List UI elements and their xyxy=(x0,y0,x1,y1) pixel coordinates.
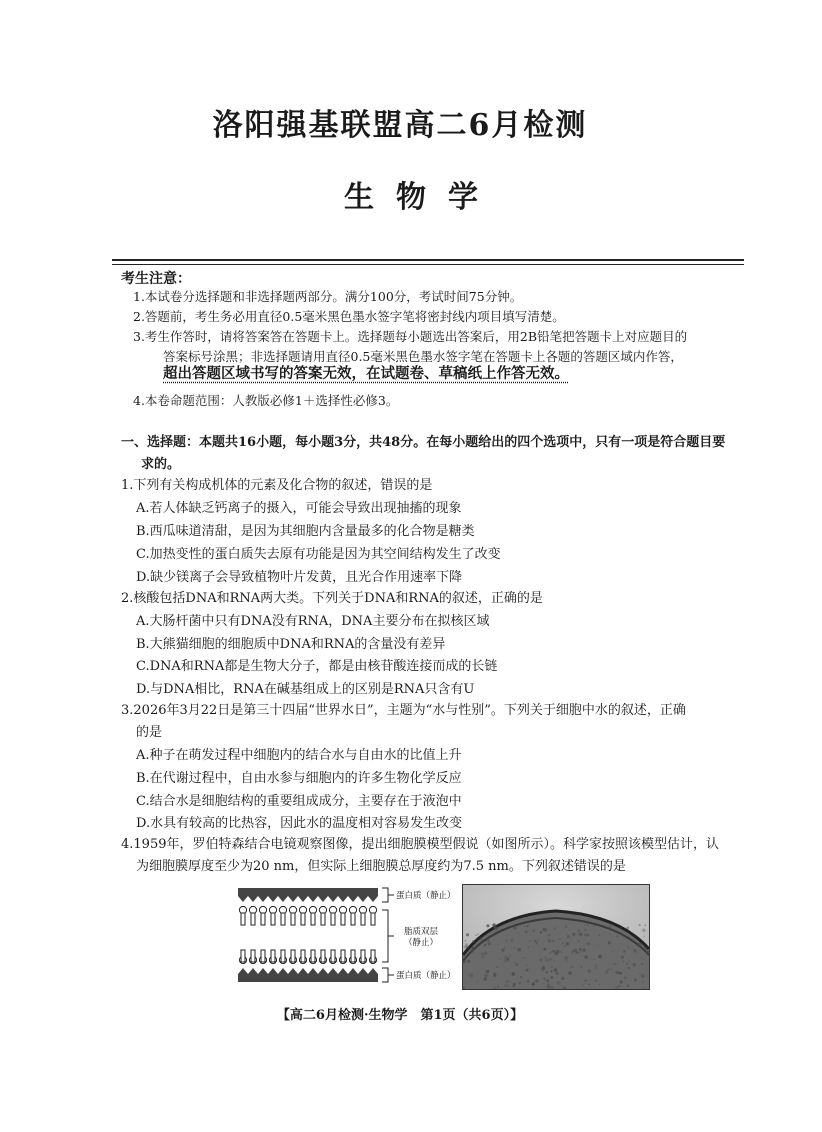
texture-speck xyxy=(540,931,543,934)
lipid-tail xyxy=(261,950,265,962)
texture-speck xyxy=(541,968,544,971)
lipid-tail xyxy=(351,913,355,925)
texture-speck xyxy=(548,934,551,937)
texture-speck xyxy=(508,973,509,974)
texture-speck xyxy=(563,987,566,990)
texture-speck xyxy=(524,926,525,927)
texture-speck xyxy=(576,951,578,953)
texture-speck xyxy=(516,963,519,966)
texture-speck xyxy=(470,950,473,953)
texture-speck xyxy=(551,951,552,952)
texture-speck xyxy=(571,966,574,969)
texture-speck xyxy=(627,985,629,987)
texture-speck xyxy=(529,940,531,942)
texture-speck xyxy=(641,957,642,958)
texture-speck xyxy=(616,935,618,937)
label-lipid-bilayer: 脂质双层 xyxy=(404,927,439,937)
texture-speck xyxy=(584,925,585,926)
texture-speck xyxy=(472,940,475,943)
texture-speck xyxy=(512,985,514,987)
texture-speck xyxy=(486,924,489,927)
lipid-tail xyxy=(241,913,245,925)
top-bracket xyxy=(382,888,394,902)
texture-speck xyxy=(474,947,476,949)
texture-speck xyxy=(542,929,543,930)
texture-speck xyxy=(487,970,490,973)
texture-speck xyxy=(520,976,522,978)
lipid-tail xyxy=(321,950,325,962)
label-bottom-protein: 蛋白质（静止） xyxy=(396,971,456,981)
question-3-option-a: A.种子在萌发过程中细胞内的结合水与自由水的比值上升 xyxy=(136,748,462,763)
texture-speck xyxy=(507,985,509,987)
lipid-tail xyxy=(341,913,345,925)
question-3-option-c: C.结合水是细胞结构的重要组成成分，主要存在于液泡中 xyxy=(136,794,462,809)
texture-speck xyxy=(562,978,564,980)
notice-item-3: 3.考生作答时，请将答案答在答题卡上。选择题每小题选出答案后，用2B铅笔把答题卡上对应题目的 xyxy=(133,329,688,344)
texture-speck xyxy=(528,947,529,948)
header-rule xyxy=(112,259,744,261)
question-1-option-c: C.加热变性的蛋白质失去原有功能是因为其空间结构发生了改变 xyxy=(136,547,501,562)
notice-warning: 超出答题区域书写的答案无效，在试题卷、草稿纸上作答无效。 xyxy=(163,366,569,382)
lipid-tail xyxy=(271,913,275,925)
lipid-tail xyxy=(291,913,295,925)
texture-speck xyxy=(484,974,488,978)
texture-speck xyxy=(464,945,467,948)
texture-speck xyxy=(634,979,637,982)
texture-speck xyxy=(584,980,586,982)
texture-speck xyxy=(517,948,521,952)
notice-item-2: 2.答题前，考生务必用直径0.5毫米黑色墨水签字笔将密封线内项目填写清楚。 xyxy=(133,309,565,324)
texture-speck xyxy=(644,936,646,938)
texture-speck xyxy=(551,976,554,979)
lipid-tail xyxy=(371,913,375,925)
texture-speck xyxy=(644,947,647,950)
section-heading-line1: 一、选择题：本题共16小题，每小题3分，共48分。在每小题给出的四个选项中，只有一项是符合题目要 xyxy=(121,435,726,450)
texture-speck xyxy=(562,942,564,944)
lipid-tail xyxy=(281,950,285,962)
question-4-stem-line1: 4.1959年，罗伯特森结合电镜观察图像，提出细胞膜模型假说（如图所示）。科学家按照该模型估计，认 xyxy=(121,837,719,852)
texture-speck xyxy=(548,939,550,941)
texture-speck xyxy=(622,960,624,962)
texture-speck xyxy=(556,972,559,975)
texture-speck xyxy=(565,925,567,927)
texture-speck xyxy=(626,963,628,965)
texture-speck xyxy=(508,955,509,956)
texture-speck xyxy=(641,974,645,978)
mid-bracket xyxy=(382,910,394,962)
texture-speck xyxy=(554,927,556,929)
texture-speck xyxy=(615,986,618,989)
texture-speck xyxy=(482,956,484,958)
texture-speck xyxy=(588,984,590,986)
texture-speck xyxy=(595,980,597,982)
texture-speck xyxy=(588,969,592,973)
lipid-tail xyxy=(331,913,335,925)
lipid-tail xyxy=(251,913,255,925)
texture-speck xyxy=(638,943,642,947)
texture-speck xyxy=(617,971,620,974)
texture-speck xyxy=(599,935,601,937)
question-1-option-d: D.缺少镁离子会导致植物叶片发黄，且光合作用速率下降 xyxy=(136,570,463,585)
texture-speck xyxy=(553,950,556,953)
texture-speck xyxy=(517,932,519,934)
lipid-tail xyxy=(281,913,285,925)
question-4-stem-line2: 为细胞膜厚度至少为20 nm，但实际上细胞膜总厚度约为7.5 nm。下列叙述错误的是 xyxy=(136,859,626,874)
texture-speck xyxy=(499,958,501,960)
texture-speck xyxy=(550,966,553,969)
texture-speck xyxy=(618,985,620,987)
question-2-stem: 2.核酸包括DNA和RNA两大类。下列关于DNA和RNA的叙述，正确的是 xyxy=(121,591,543,606)
lipid-tail xyxy=(261,913,265,925)
texture-speck xyxy=(579,933,583,937)
texture-speck xyxy=(484,952,488,956)
texture-speck xyxy=(578,931,579,932)
notice-item-3-cont: 答案标号涂黑；非选择题请用直径0.5毫米黑色墨水签字笔在答题卡上各题的答题区域内作答， xyxy=(163,349,683,364)
texture-speck xyxy=(609,925,612,928)
texture-speck xyxy=(543,948,546,951)
texture-speck xyxy=(579,949,583,953)
texture-speck xyxy=(484,944,486,946)
texture-speck xyxy=(542,983,544,985)
texture-speck xyxy=(471,946,473,948)
lipid-tail xyxy=(361,950,365,962)
texture-speck xyxy=(587,934,590,937)
texture-speck xyxy=(511,939,514,942)
texture-speck xyxy=(572,933,575,936)
texture-speck xyxy=(494,987,496,989)
bottom-protein-layer xyxy=(238,968,378,982)
lipid-tail xyxy=(311,913,315,925)
texture-speck xyxy=(523,957,524,958)
header-rule-thin xyxy=(112,264,744,265)
texture-speck xyxy=(584,929,587,932)
texture-speck xyxy=(597,945,598,946)
bottom-bracket xyxy=(382,968,394,982)
texture-speck xyxy=(462,955,464,957)
texture-speck xyxy=(475,935,476,936)
texture-speck xyxy=(581,966,583,968)
texture-speck xyxy=(504,956,508,960)
texture-speck xyxy=(543,978,545,980)
question-1-option-b: B.西瓜味道清甜，是因为其细胞内含量最多的化合物是糖类 xyxy=(136,524,475,539)
notice-item-4: 4.本卷命题范围：人教版必修1＋选择性必修3。 xyxy=(133,393,399,408)
lipid-tail xyxy=(371,950,375,962)
texture-speck xyxy=(593,925,595,927)
texture-speck xyxy=(583,948,586,951)
texture-speck xyxy=(639,973,640,974)
texture-speck xyxy=(551,970,553,972)
texture-speck xyxy=(497,986,499,988)
texture-speck xyxy=(587,942,590,945)
texture-speck xyxy=(462,960,465,963)
texture-speck xyxy=(554,968,557,971)
texture-speck xyxy=(561,985,562,986)
texture-speck xyxy=(465,940,467,942)
question-4-stem xyxy=(121,834,746,878)
texture-speck xyxy=(642,981,644,983)
texture-speck xyxy=(490,935,492,937)
texture-speck xyxy=(564,956,567,959)
texture-speck xyxy=(587,924,589,926)
texture-speck xyxy=(605,971,608,974)
texture-speck xyxy=(536,941,539,944)
texture-speck xyxy=(559,939,560,940)
membrane-model-svg xyxy=(238,884,456,988)
texture-speck xyxy=(566,961,568,963)
texture-speck xyxy=(617,963,618,964)
question-3-stem xyxy=(121,700,746,744)
texture-speck xyxy=(595,965,597,967)
texture-speck xyxy=(556,950,559,953)
texture-speck xyxy=(546,979,548,981)
label-lipid-static: （静止） xyxy=(404,938,439,948)
question-2-option-b: B.大熊猫细胞的细胞质中DNA和RNA的含量没有差异 xyxy=(136,637,446,652)
texture-speck xyxy=(504,947,506,949)
texture-speck xyxy=(567,935,571,939)
texture-speck xyxy=(513,947,515,949)
texture-speck xyxy=(514,962,516,964)
texture-speck xyxy=(633,949,637,953)
exam-title: 洛阳强基联盟高二6月检测 xyxy=(212,108,588,143)
texture-speck xyxy=(527,965,528,966)
texture-speck xyxy=(572,950,574,952)
texture-speck xyxy=(545,960,546,961)
texture-speck xyxy=(532,930,535,933)
lipid-bilayer xyxy=(239,906,376,963)
lipid-tail xyxy=(301,913,305,925)
texture-speck xyxy=(504,984,506,986)
lipid-tail xyxy=(311,950,315,962)
texture-speck xyxy=(550,986,554,990)
texture-speck xyxy=(526,969,529,972)
texture-speck xyxy=(624,977,626,979)
texture-speck xyxy=(641,963,643,965)
texture-speck xyxy=(584,955,588,959)
notice-heading: 考生注意： xyxy=(121,271,191,287)
texture-speck xyxy=(609,933,611,935)
texture-speck xyxy=(633,963,636,966)
texture-speck xyxy=(540,959,542,961)
texture-speck xyxy=(547,983,550,986)
texture-speck xyxy=(571,953,572,954)
texture-speck xyxy=(513,926,516,929)
texture-speck xyxy=(504,960,507,963)
lipid-tail xyxy=(361,913,365,925)
subject-title: 生物学 xyxy=(344,180,500,215)
texture-speck xyxy=(610,969,611,970)
texture-speck xyxy=(629,961,630,962)
texture-speck xyxy=(481,952,484,955)
section-heading xyxy=(121,432,746,476)
question-2-option-d: D.与DNA相比，RNA在碱基组成上的区别是RNA只含有U xyxy=(136,682,475,697)
top-protein-layer xyxy=(238,888,378,902)
texture-speck xyxy=(549,958,552,961)
texture-speck xyxy=(564,945,566,947)
question-2-option-c: C.DNA和RNA都是生物大分子，都是由核苷酸连接而成的长链 xyxy=(136,659,498,674)
texture-speck xyxy=(493,973,496,976)
texture-speck xyxy=(466,933,469,936)
texture-speck xyxy=(576,949,577,950)
lipid-tail xyxy=(251,950,255,962)
texture-speck xyxy=(582,984,583,985)
notice-item-1: 1.本试卷分选择题和非选择题两部分。满分100分，考试时间75分钟。 xyxy=(133,289,523,304)
texture-speck xyxy=(467,960,470,963)
texture-speck xyxy=(560,951,562,953)
texture-speck xyxy=(532,982,535,985)
lipid-tail xyxy=(291,950,295,962)
page-footer: 【高二6月检测·生物学 第1页（共6页）】 xyxy=(276,1008,524,1023)
question-3-option-b: B.在代谢过程中，自由水参与细胞内的许多生物化学反应 xyxy=(136,771,462,786)
texture-speck xyxy=(620,980,623,983)
texture-speck xyxy=(639,924,641,926)
texture-speck xyxy=(553,960,555,962)
texture-speck xyxy=(584,933,587,936)
texture-speck xyxy=(518,982,521,985)
texture-speck xyxy=(552,940,554,942)
texture-speck xyxy=(535,979,538,982)
texture-speck xyxy=(598,955,602,959)
texture-speck xyxy=(501,949,504,952)
texture-speck xyxy=(593,959,594,960)
question-2-option-a: A.大肠杆菌中只有DNA没有RNA，DNA主要分布在拟核区域 xyxy=(136,614,490,629)
texture-speck xyxy=(537,938,539,940)
texture-speck xyxy=(608,941,611,944)
electron-micrograph xyxy=(462,884,650,990)
texture-speck xyxy=(517,988,518,989)
texture-speck xyxy=(506,940,508,942)
texture-speck xyxy=(644,987,646,989)
texture-speck xyxy=(557,981,561,985)
texture-speck xyxy=(628,967,630,969)
question-3-stem-line1: 3.2026年3月22日是第三十四届“世界水日”，主题为“水与性别”。下列关于细胞中水的叙述，正确 xyxy=(121,703,686,718)
texture-speck xyxy=(545,957,546,958)
texture-speck xyxy=(477,933,479,935)
texture-speck xyxy=(487,940,490,943)
lipid-tail xyxy=(321,913,325,925)
texture-speck xyxy=(595,967,596,968)
label-top-protein: 蛋白质（静止） xyxy=(396,891,456,901)
texture-speck xyxy=(642,929,646,933)
texture-speck xyxy=(613,963,616,966)
lipid-tail xyxy=(241,950,245,962)
lipid-tail xyxy=(331,950,335,962)
texture-speck xyxy=(578,934,579,935)
question-1-stem: 1.下列有关构成机体的元素及化合物的叙述，错误的是 xyxy=(121,478,433,493)
membrane-model-diagram xyxy=(238,884,456,988)
texture-speck xyxy=(620,926,621,927)
texture-speck xyxy=(568,971,572,975)
texture-speck xyxy=(543,928,547,932)
texture-speck xyxy=(644,925,645,926)
texture-speck xyxy=(626,927,629,930)
texture-speck xyxy=(525,930,528,933)
texture-speck xyxy=(462,986,465,989)
texture-speck xyxy=(621,956,624,959)
texture-speck xyxy=(492,923,496,927)
texture-speck xyxy=(475,938,477,940)
question-3-option-d: D.水具有较高的比热容，因此水的温度相对容易发生改变 xyxy=(136,816,463,831)
texture-speck xyxy=(527,925,529,927)
texture-speck xyxy=(527,980,530,983)
lipid-tail xyxy=(341,950,345,962)
texture-speck xyxy=(607,969,609,971)
question-1-option-a: A.若人体缺乏钙离子的摄入，可能会导致出现抽搐的现象 xyxy=(136,501,462,516)
micrograph-svg xyxy=(463,885,649,989)
texture-speck xyxy=(469,973,473,977)
lipid-tail xyxy=(271,950,275,962)
texture-speck xyxy=(506,980,509,983)
texture-speck xyxy=(484,977,487,980)
texture-speck xyxy=(627,946,629,948)
texture-speck xyxy=(479,937,482,940)
texture-speck xyxy=(646,950,650,954)
question-3-stem-line2: 的是 xyxy=(136,725,163,740)
texture-speck xyxy=(477,981,478,982)
lipid-tail xyxy=(301,950,305,962)
texture-speck xyxy=(599,984,600,985)
texture-speck xyxy=(512,972,516,976)
section-heading-line2: 求的。 xyxy=(141,457,181,472)
lipid-tail xyxy=(351,950,355,962)
texture-speck xyxy=(623,950,625,952)
texture-speck xyxy=(566,942,569,945)
texture-speck xyxy=(612,951,613,952)
texture-speck xyxy=(497,944,498,945)
texture-speck xyxy=(578,940,580,942)
texture-speck xyxy=(549,952,551,954)
texture-speck xyxy=(546,971,548,973)
texture-speck xyxy=(496,966,498,968)
